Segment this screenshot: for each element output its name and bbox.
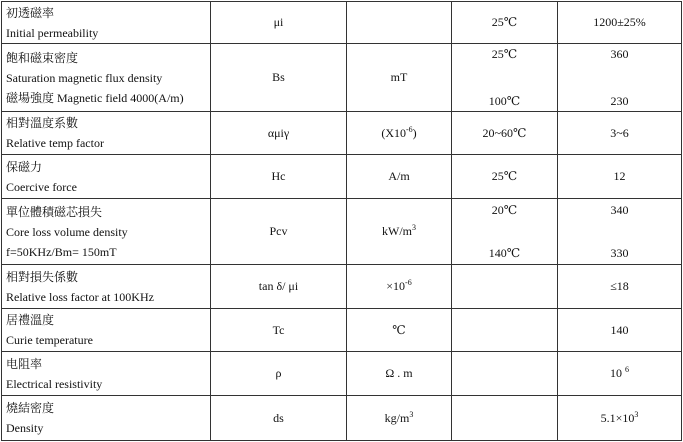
- unit-exponent: 3: [409, 409, 414, 419]
- value-cell: 12: [558, 155, 682, 199]
- unit-base: (X10: [381, 125, 406, 140]
- table-row: [2, 155, 682, 199]
- condition-cell: [452, 396, 558, 441]
- symbol-cell: μi: [211, 2, 347, 44]
- param-cell: [2, 112, 211, 155]
- param-cell: [2, 309, 211, 352]
- condition-cell: [452, 309, 558, 352]
- unit-cell: [347, 112, 452, 155]
- unit-exponent: -6: [406, 124, 413, 134]
- param-name-zh: 电阻率: [6, 356, 43, 371]
- symbol-cell: tan δ/ μi: [211, 265, 347, 309]
- table-row: [2, 352, 682, 396]
- symbol-cell: ds: [211, 396, 347, 441]
- table-row: [2, 265, 682, 309]
- unit-tail: ): [412, 125, 417, 140]
- condition-cell: 25℃: [452, 155, 558, 199]
- condition-temp: 20℃: [491, 202, 518, 217]
- param-name-en: Relative temp factor: [6, 136, 104, 150]
- param-cell: [2, 265, 211, 309]
- symbol-cell: αμiγ: [211, 112, 347, 155]
- value-exponent: 6: [625, 365, 629, 374]
- value-base: 10: [610, 366, 625, 380]
- symbol-cell: Tc: [211, 309, 347, 352]
- param-name-zh: 相對溫度系數: [6, 116, 79, 130]
- unit-cell: [347, 199, 452, 265]
- condition-cell: 20~60℃: [452, 112, 558, 155]
- condition-cell: 25℃: [452, 2, 558, 44]
- unit-cell: [347, 2, 452, 44]
- condition-cell: [452, 265, 558, 309]
- unit-base: kg/m: [384, 410, 410, 425]
- value-text: 340: [610, 202, 629, 217]
- unit-cell: mT: [347, 44, 452, 112]
- material-properties-table: [1, 1, 682, 441]
- condition-cell: [452, 44, 558, 112]
- unit-exponent: 3: [412, 223, 416, 232]
- value-cell: 1200±25%: [558, 2, 682, 44]
- symbol-cell: Hc: [211, 155, 347, 199]
- value-exponent: 3: [634, 409, 639, 419]
- value-cell: [558, 199, 682, 265]
- unit-cell: A/m: [347, 155, 452, 199]
- param-name-en: Initial permeability: [6, 25, 99, 40]
- value-text: 230: [610, 93, 629, 108]
- param-name-zh: 燒結密度: [6, 401, 55, 415]
- table-row: [2, 396, 682, 441]
- unit-cell: Ω . m: [347, 352, 452, 396]
- param-cell: [2, 199, 211, 265]
- param-name-en: Curie temperature: [6, 333, 93, 347]
- condition-temp: 140℃: [488, 245, 521, 260]
- unit-cell: [347, 265, 452, 309]
- table-row: [2, 309, 682, 352]
- param-name-en: Electrical resistivity: [6, 376, 103, 391]
- unit-exponent: -6: [405, 278, 412, 287]
- symbol-cell: Bs: [211, 44, 347, 112]
- condition-temp: 25℃: [491, 46, 518, 61]
- value-cell: 3~6: [558, 112, 682, 155]
- param-name-zh: 單位體積磁芯損失: [6, 204, 103, 219]
- param-name-zh: 保磁力: [6, 159, 43, 174]
- param-name-en: Density: [6, 421, 44, 435]
- value-cell: [558, 396, 682, 441]
- param-name-zh: 相對損失係數: [6, 269, 79, 284]
- table-row: [2, 44, 682, 112]
- table-row: [2, 2, 682, 44]
- param-name-en: Core loss volume density: [6, 224, 128, 239]
- param-cell: [2, 2, 211, 44]
- value-cell: 140: [558, 309, 682, 352]
- value-cell: ≤18: [558, 265, 682, 309]
- condition-temp: 100℃: [488, 93, 521, 108]
- value-text: 360: [610, 46, 629, 61]
- unit-cell: [347, 396, 452, 441]
- param-name-en: Relative loss factor at 100KHz: [6, 289, 154, 304]
- table-row: [2, 112, 682, 155]
- unit-base: ×10: [386, 279, 406, 293]
- table-row: [2, 199, 682, 265]
- param-cell: [2, 352, 211, 396]
- param-name-en: Coercive force: [6, 179, 77, 194]
- value-cell: [558, 44, 682, 112]
- param-name-zh: 飽和磁束密度: [6, 50, 79, 65]
- param-cell: [2, 44, 211, 112]
- unit-base: kW/m: [382, 224, 412, 238]
- symbol-cell: Pcv: [211, 199, 347, 265]
- condition-cell: [452, 352, 558, 396]
- symbol-cell: ρ: [211, 352, 347, 396]
- param-condition: 磁場強度 Magnetic field 4000(A/m): [6, 90, 184, 105]
- value-base: 5.1×10: [600, 410, 635, 425]
- value-cell: [558, 352, 682, 396]
- param-name-zh: 居禮溫度: [6, 313, 55, 327]
- param-cell: [2, 396, 211, 441]
- condition-cell: [452, 199, 558, 265]
- param-name-en: Saturation magnetic flux density: [6, 70, 163, 85]
- unit-cell: ℃: [347, 309, 452, 352]
- param-cell: [2, 155, 211, 199]
- value-text: 330: [610, 245, 629, 260]
- param-condition: f=50KHz/Bm= 150mT: [6, 244, 117, 259]
- param-name-zh: 初透磁率: [6, 5, 55, 20]
